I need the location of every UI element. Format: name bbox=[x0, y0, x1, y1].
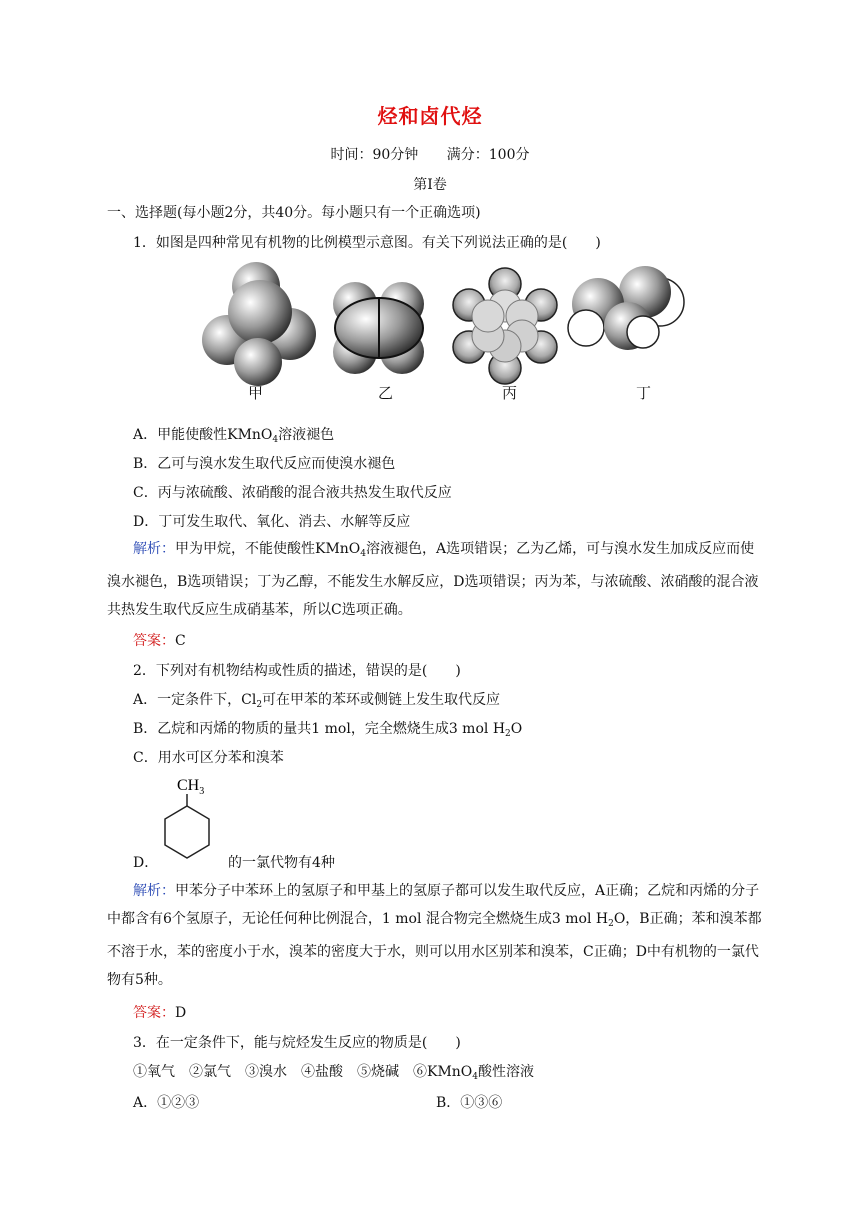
q2-analysis: 解析：甲苯分子中苯环上的氢原子和甲基上的氢原子都可以发生取代反应，A正确；乙烷和丙烯的分子中都含有6个氢原子，无论任何种比例混合，1 mol 混合物完全燃烧生成3 mol $H_2O$，B正确；苯和溴苯都不溶于水，苯的密度小于水，溴苯的密度大于水，则可以用水区别苯和溴苯，C正确；D中有机物的一氯代物有5种。 bbox=[107, 883, 762, 988]
model-ethylene bbox=[333, 282, 424, 374]
model-label-bing: 丙 bbox=[502, 384, 518, 402]
full-score: 满分：100分 bbox=[446, 147, 530, 163]
model-label-yi: 乙 bbox=[378, 384, 394, 402]
q1-analysis: 解析：甲为甲烷，不能使酸性KMnO$_4$溶液褪色，A选项错误；乙为乙烯，可与溴水发生加成反应而使溴水褪色，B选项错误；丁为乙醇，不能发生水解反应，D选项错误；丙为苯，与浓硫酸、浓硝酸的混合液共热发生取代反应生成硝基苯，所以C选项正确。 bbox=[107, 541, 759, 618]
q2-option-b: B．乙烷和丙烯的物质的量共1 mol，完全燃烧生成3 mol $H_2O$ bbox=[133, 721, 523, 739]
q2-option-d-prefix: D． bbox=[133, 855, 159, 871]
q3-items: ①氧气 ②氯气 ③溴水 ④盐酸 ⑤烧碱 ⑥KMnO$_4$酸性溶液 bbox=[133, 1064, 535, 1082]
page-title: 烃和卤代烃 bbox=[377, 104, 483, 128]
q1-answer: 答案：C bbox=[133, 633, 186, 649]
model-benzene bbox=[453, 268, 557, 384]
model-label-ding: 丁 bbox=[636, 384, 652, 402]
q2-option-d-text: 的一氯代物有4种 bbox=[228, 855, 335, 871]
q2-option-c: C．用水可区分苯和溴苯 bbox=[133, 750, 284, 766]
q3-option-b: B．①③⑥ bbox=[436, 1095, 503, 1111]
time-limit: 时间：90分钟 bbox=[330, 147, 419, 163]
model-methane bbox=[202, 262, 316, 386]
q3-option-a: A．①②③ bbox=[133, 1095, 200, 1111]
ch3-label: $CH_3$ bbox=[177, 777, 205, 797]
molecule-models-figure bbox=[200, 262, 700, 412]
q1-stem: 1．如图是四种常见有机物的比例模型示意图。有关下列说法正确的是( ) bbox=[133, 235, 601, 251]
q2-answer: 答案：D bbox=[133, 1005, 187, 1021]
q1-option-c: C．丙与浓硫酸、浓硝酸的混合液共热发生取代反应 bbox=[133, 485, 452, 501]
analysis-label: 解析： bbox=[133, 541, 175, 557]
q2-stem: 2．下列对有机物结构或性质的描述，错误的是( ) bbox=[133, 663, 461, 679]
methylcyclohexane-structure bbox=[155, 772, 230, 867]
model-label-jia: 甲 bbox=[248, 384, 264, 402]
q1-option-b: B．乙可与溴水发生取代反应而使溴水褪色 bbox=[133, 456, 396, 472]
exam-meta bbox=[0, 144, 860, 164]
q1-option-a: A．甲能使酸性KMnO$_4$溶液褪色 bbox=[133, 427, 335, 445]
q2-option-a: A．一定条件下，$Cl_2$可在甲苯的苯环或侧链上发生取代反应 bbox=[133, 692, 501, 710]
q1-option-d: D．丁可发生取代、氧化、消去、水解等反应 bbox=[133, 514, 411, 530]
volume-heading: 第Ⅰ卷 bbox=[413, 177, 447, 193]
q3-stem: 3．在一定条件下，能与烷烃发生反应的物质是( ) bbox=[133, 1035, 461, 1051]
section-heading: 一、选择题(每小题2分，共40分。每小题只有一个正确选项) bbox=[107, 205, 481, 221]
model-ethanol bbox=[568, 266, 684, 350]
